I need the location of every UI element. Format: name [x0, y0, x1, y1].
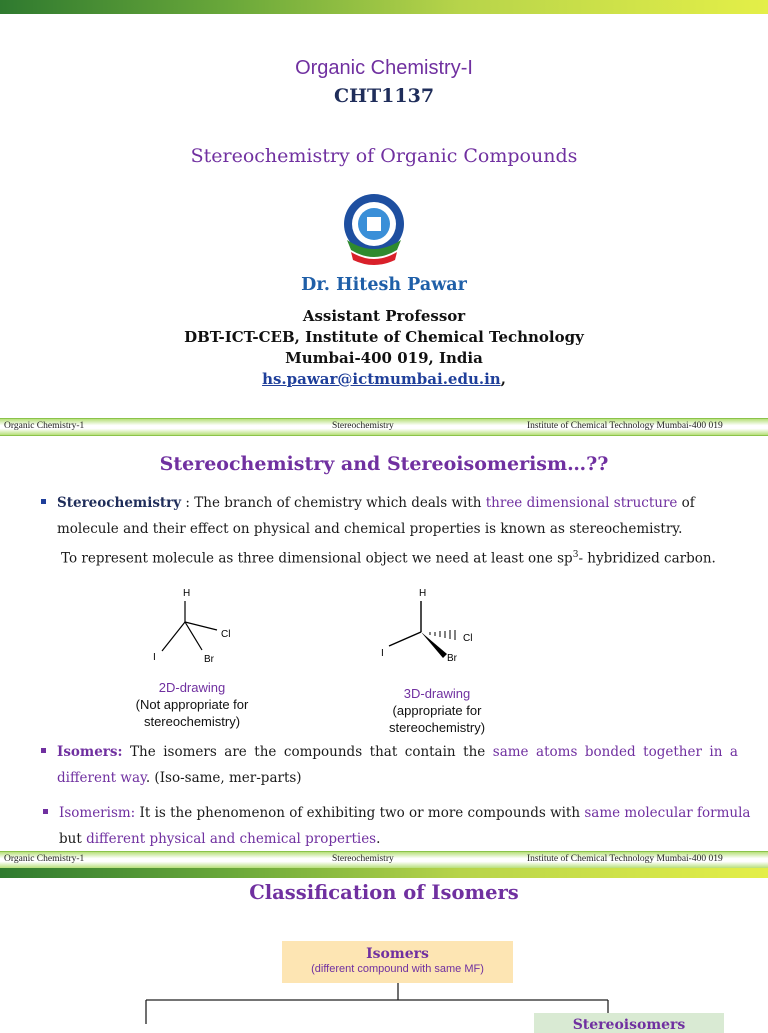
highlight-same-mf: same molecular formula	[584, 805, 751, 821]
slide2-heading: Stereochemistry and Stereoisomerism…??	[159, 453, 609, 475]
author-name: Dr. Hitesh Pawar	[301, 275, 467, 295]
bullet-text: .	[376, 831, 381, 847]
stereochemistry-term: Stereochemistry	[57, 495, 182, 511]
highlight-same-atoms: same atoms bonded together in a	[492, 744, 738, 760]
bullet-isomers-line2	[57, 765, 302, 791]
footer-left: Organic Chemistry-1	[4, 854, 85, 864]
slide3-top-bar	[0, 868, 768, 878]
caption-2d-line2: stereochemistry)	[143, 714, 241, 729]
caption-3d-line1: (appropriate for	[392, 703, 482, 718]
bullet-text: of	[677, 495, 695, 511]
sp3-superscript: 3	[572, 550, 579, 560]
course-code: CHT1137	[333, 85, 435, 107]
bullet-text: but	[59, 831, 87, 847]
slide-subtitle: Stereochemistry of Organic Compounds	[190, 145, 578, 167]
highlight-different-props: different physical and chemical properties	[86, 831, 377, 847]
atom-cl: Cl	[221, 629, 231, 640]
isomers-term: Isomers:	[57, 744, 123, 760]
caption-3d	[357, 685, 517, 736]
institute-city: Mumbai-400 019, India	[285, 349, 483, 367]
bullet-marker	[41, 748, 46, 753]
sp3-text-post: - hybridized carbon.	[578, 550, 716, 567]
bullet-isomerism	[59, 800, 750, 826]
footer-bar-2	[0, 851, 768, 869]
bullet-isomers	[57, 739, 738, 765]
isomerism-term: Isomerism:	[59, 805, 136, 821]
bullet-text: The isomers are the compounds that contain the	[122, 744, 493, 760]
bullet-marker	[43, 809, 48, 814]
email-line	[0, 370, 768, 388]
atom-i: I	[153, 652, 156, 663]
email-suffix: ,	[500, 370, 506, 388]
isomers-box-title: Isomers	[366, 946, 429, 962]
molecule-2d-drawing	[145, 582, 245, 670]
atom-h: H	[419, 588, 427, 599]
caption-2d-line1: (Not appropriate for	[135, 697, 249, 712]
sp3-text: To represent molecule as three dimensional object we need at least one sp	[61, 550, 573, 567]
institute-name: DBT-ICT-CEB, Institute of Chemical Technology	[184, 328, 584, 346]
bullet-text: : The branch of chemistry which deals with	[181, 495, 486, 511]
stereoisomers-box-title: Stereoisomers	[572, 1017, 686, 1033]
footer-right: Institute of Chemical Technology Mumbai-400 019	[527, 854, 723, 864]
stereoisomers-box	[534, 1013, 724, 1033]
bullet-marker	[41, 499, 46, 504]
slide3-heading: Classification of Isomers	[249, 881, 519, 904]
footer-middle: Stereochemistry	[332, 854, 394, 864]
highlight-3d: three dimensional structure	[485, 495, 678, 511]
top-gradient-bar	[0, 0, 768, 14]
isomers-box	[282, 941, 513, 983]
bullet-line-2: molecule and their effect on physical and chemical properties is known as stereochemistry.	[57, 521, 683, 537]
caption-3d-line2: stereochemistry)	[388, 720, 486, 735]
bullet-text: . (Iso-same, mer-parts)	[145, 770, 302, 786]
highlight-different-way: different way	[57, 770, 146, 786]
bullet-isomerism-line2	[59, 826, 380, 852]
atom-i: I	[381, 648, 384, 659]
footer-left: Organic Chemistry-1	[4, 421, 85, 431]
atom-cl: Cl	[463, 633, 473, 644]
footer-right: Institute of Chemical Technology Mumbai-400 019	[527, 421, 723, 431]
caption-2d-title: 2D-drawing	[158, 680, 226, 695]
caption-3d-title: 3D-drawing	[403, 686, 471, 701]
atom-h: H	[183, 588, 191, 599]
author-position: Assistant Professor	[302, 307, 466, 325]
atom-br: Br	[204, 654, 214, 665]
footer-middle: Stereochemistry	[332, 421, 394, 431]
email-link[interactable]: hs.pawar@ictmumbai.edu.in	[262, 370, 501, 388]
bullet-line-3	[61, 542, 716, 572]
isomers-box-subtitle: (different compound with same MF)	[311, 963, 484, 975]
caption-2d	[112, 679, 272, 730]
atom-br: Br	[447, 653, 457, 664]
bullet-text: It is the phenomenon of exhibiting two or more compounds with	[135, 805, 585, 821]
bullet-stereochemistry	[57, 490, 730, 516]
molecule-3d-drawing	[375, 582, 485, 670]
institute-logo	[337, 190, 411, 272]
course-title: Organic Chemistry-I	[295, 57, 473, 79]
footer-bar-1	[0, 418, 768, 436]
